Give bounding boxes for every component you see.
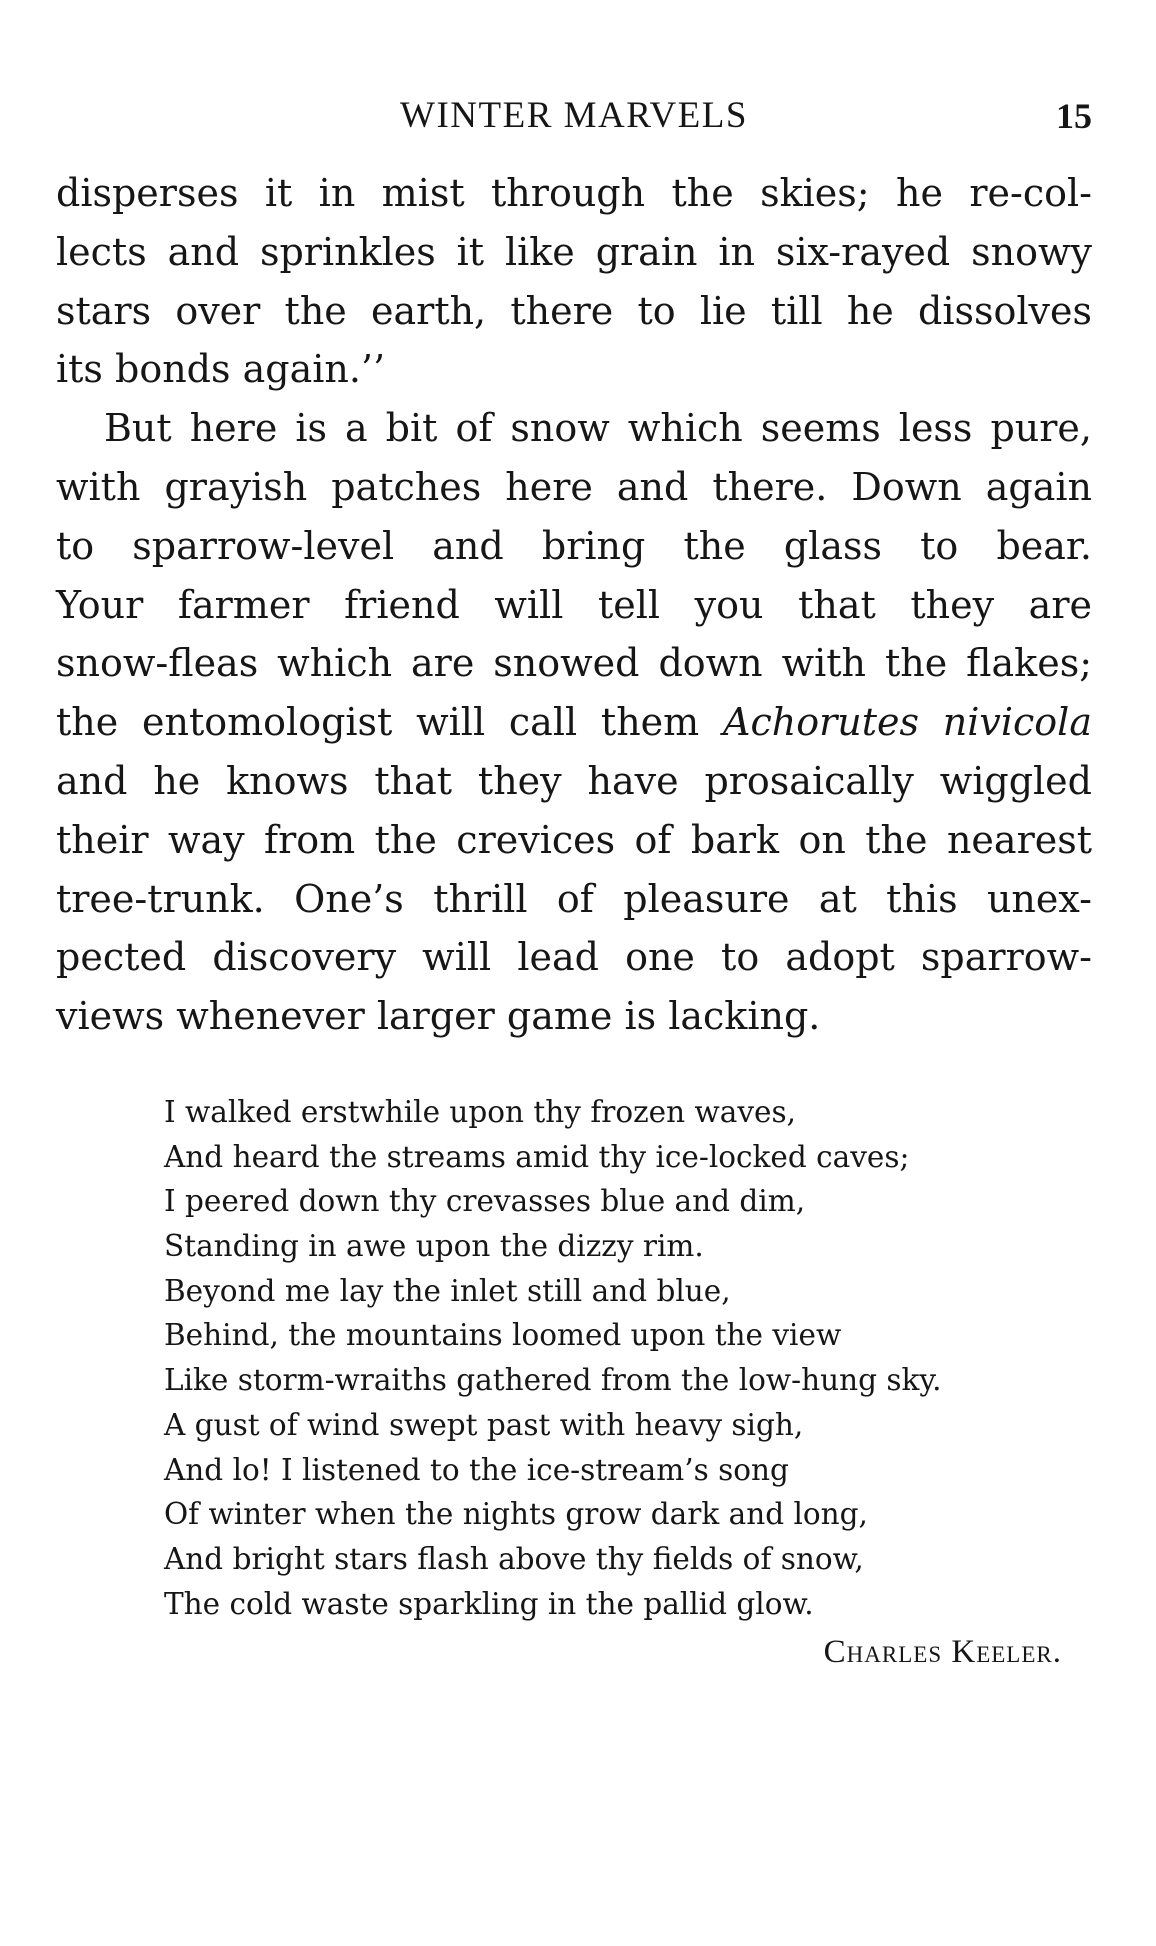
species-name: Achorutes nivicola: [723, 700, 1092, 745]
text-line: disperses it in mist through the skies; he re-col-: [56, 171, 1092, 215]
text-line: Your farmer friend will tell you that they are: [56, 582, 1092, 627]
poem-line: The cold waste sparkling in the pallid glow.: [164, 1586, 814, 1621]
text-line: lects and sprinkles it like grain in six-rayed snowy: [56, 229, 1092, 274]
poem-line: And bright stars flash above thy fields of snow,: [164, 1541, 864, 1576]
poem-line: I peered down thy crevasses blue and dim,: [164, 1184, 806, 1219]
paragraph-snow-fleas: [56, 399, 1092, 1046]
poem-block: [164, 1090, 1064, 1626]
text-line: snow-fleas which are snowed down with the flakes;: [56, 641, 1092, 686]
text-line: stars over the earth, there to lie till he dissolves: [56, 288, 1092, 333]
page-number: 15: [1056, 96, 1092, 136]
running-title: WINTER MARVELS: [400, 95, 748, 136]
text-line: pected discovery will lead one to adopt sparrow-: [56, 935, 1092, 980]
text-line: tree-trunk. One’s thrill of pleasure at this unex-: [56, 876, 1092, 921]
running-header: [56, 94, 1092, 138]
text-line: its bonds again.’’: [56, 347, 386, 392]
poem-line: And lo! I listened to the ice-stream’s song: [164, 1452, 789, 1487]
poem-line: Beyond me lay the inlet still and blue,: [164, 1273, 731, 1308]
poem-line: Standing in awe upon the dizzy rim.: [164, 1229, 704, 1264]
text-line: and he knows that they have prosaically wiggled: [56, 758, 1092, 803]
text-line: to sparrow-level and bring the glass to bear.: [56, 523, 1092, 568]
poem-line: Behind, the mountains loomed upon the view: [164, 1318, 842, 1353]
poem-line: A gust of wind swept past with heavy sigh,: [164, 1407, 804, 1442]
text-line: their way from the crevices of bark on the nearest: [56, 817, 1092, 862]
text-line-with-species: [56, 693, 1092, 752]
poem-line: Like storm-wraiths gathered from the low-hung sky.: [164, 1363, 942, 1398]
poem-line: I walked erstwhile upon thy frozen waves,: [164, 1095, 796, 1129]
text-line: But here is a bit of snow which seems less pure,: [104, 406, 1092, 451]
prose-body: [56, 164, 1092, 1046]
text-line: with grayish patches here and there. Down again: [56, 464, 1092, 509]
paragraph-continued: [56, 164, 1092, 399]
poem-line: Of winter when the nights grow dark and long,: [164, 1497, 868, 1532]
poem-attribution: Charles Keeler.: [823, 1634, 1062, 1670]
poem-line: And heard the streams amid thy ice-locked caves;: [164, 1139, 910, 1174]
text-segment: the entomologist will call them: [56, 700, 723, 745]
text-line: views whenever larger game is lacking.: [56, 994, 821, 1039]
